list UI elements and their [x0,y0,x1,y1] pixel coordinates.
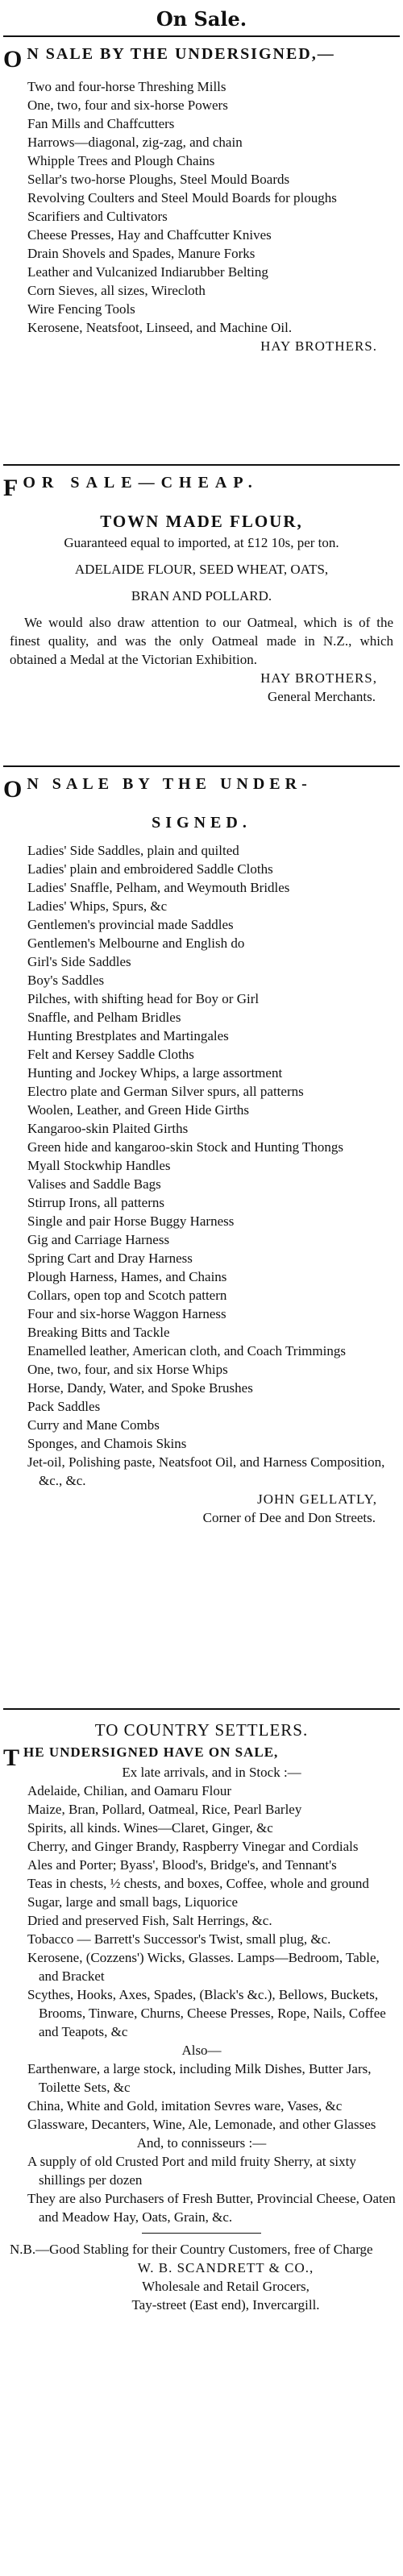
list-item: Pilches, with shifting head for Boy or Girl [27,991,260,1006]
ad-signature: HAY BROTHERS, [260,670,377,686]
list-item: Sugar, large and small bags, Liquorice [27,1894,239,1910]
list-item: China, White and Gold, imitation Sevres ware, Vases, &c [27,2098,343,2113]
list-item: Single and pair Horse Buggy Harness [27,1213,235,1229]
list-item: Teas in chests, ½ chests, and boxes, Coffee, whole and ground [27,1876,369,1891]
ad-signature-title: Wholesale and Retail Grocers, [142,2279,310,2294]
list-item: One, two, four and six-horse Powers [27,97,228,113]
headline-text: N SALE BY THE UNDERSIGNED,— [27,45,335,63]
list-item: Ladies' Whips, Spurs, &c [27,898,168,914]
list-item: Spirits, all kinds. Wines—Claret, Ginger, &c [27,1820,273,1836]
list-item: Spring Cart and Dray Harness [27,1251,193,1266]
drop-cap: O [3,46,24,73]
products-line: BRAN AND POLLARD. [131,588,272,604]
list-item: Harrows—diagonal, zig-zag, and chain [27,135,243,150]
list-item: Stirrup Irons, all patterns [27,1195,164,1210]
page-header: On Sale. [156,7,247,31]
list-item: Hunting Brestplates and Martingales [27,1028,229,1043]
ad-signature: JOHN GELLATLY, [257,1491,377,1507]
ad-signature-title: General Merchants. [267,689,376,704]
list-item: They are also Purchasers of Fresh Butter, Provincial Cheese, Oaten and Meadow Hay, Oats, Grain, &c. [27,2191,396,2225]
ad-signature-address: Tay-street (East end), Invercargill. [131,2297,320,2313]
ad-hay-brothers-flour [3,466,400,765]
list-item: Kerosene, Neatsfoot, Linseed, and Machine Oil. [27,320,293,335]
list-item: Revolving Coulters and Steel Mould Boards for ploughs [27,190,337,205]
list-item: Kangaroo-skin Plaited Girths [27,1121,189,1136]
list-item: Plough Harness, Hames, and Chains [27,1269,227,1284]
list-item: Sponges, and Chamois Skins [27,1436,187,1451]
list-item: Maize, Bran, Pollard, Oatmeal, Rice, Pearl Barley [27,1802,302,1817]
drop-cap: O [3,776,24,803]
headline-text: OR SALE—CHEAP. [23,474,259,492]
list-item: Whipple Trees and Plough Chains [27,153,215,168]
list-item: Jet-oil, Polishing paste, Neatsfoot Oil, and Harness Composition, &c., &c. [27,1454,385,1488]
also-heading: Also— [181,2043,222,2058]
subline: Ex late arrivals, and in Stock :— [122,1765,301,1780]
list-item: Enamelled leather, American cloth, and Coach Trimmings [27,1343,346,1359]
list-item: Hunting and Jockey Whips, a large assortment [27,1065,283,1081]
ad-headline [3,774,400,803]
oatmeal-paragraph: We would also draw attention to our Oatmeal, which is of the finest quality, and was the only Oatmeal made in N.Z., which obtained a Medal at the Victorian Exhibition. [10,615,393,667]
list-item: Gentlemen's Melbourne and English do [27,935,245,951]
list-item: Ladies' Snaffle, Pelham, and Weymouth Bridles [27,880,290,895]
drop-cap: T [3,1744,21,1771]
stabling-note: N.B.—Good Stabling for their Country Customers, free of Charge [10,2242,373,2257]
list-item: Horse, Dandy, Water, and Spoke Brushes [27,1380,253,1396]
list-item: Valises and Saddle Bags [27,1176,161,1192]
list-item: Gentlemen's provincial made Saddles [27,917,234,932]
list-item: Snaffle, and Pelham Bridles [27,1010,181,1025]
list-item: Drain Shovels and Spades, Manure Forks [27,246,256,261]
ad-title: TO COUNTRY SETTLERS. [94,1720,309,1740]
item-list-2 [3,2060,400,2134]
list-item: Leather and Vulcanized Indiarubber Belting [27,264,268,280]
list-item: Cheese Presses, Hay and Chaffcutter Knives [27,227,272,243]
list-item: Myall Stockwhip Handles [27,1158,171,1173]
ad-headline [3,44,400,73]
ad-hay-brothers-implements [3,37,400,464]
list-item: Four and six-horse Waggon Harness [27,1306,226,1321]
list-item: Green hide and kangaroo-skin Stock and Hunting Thongs [27,1139,344,1155]
item-list [3,1782,400,2041]
list-item: Ales and Porter; Byass', Blood's, Bridge's, and Tennant's [27,1857,337,1873]
price-line: Guaranteed equal to imported, at £12 10s, per ton. [64,535,339,550]
list-item: Boy's Saddles [27,973,105,988]
list-item: Gig and Carriage Harness [27,1232,170,1247]
list-item: Corn Sieves, all sizes, Wirecloth [27,283,206,298]
list-item: Scarifiers and Cultivators [27,209,168,224]
list-item: A supply of old Crusted Port and mild fruity Sherry, at sixty shillings per dozen [27,2154,356,2188]
divider [142,2233,261,2234]
list-item: Electro plate and German Silver spurs, all patterns [27,1084,304,1099]
list-item: One, two, four, and six Horse Whips [27,1362,228,1377]
list-item: Breaking Bitts and Tackle [27,1325,170,1340]
list-item: Curry and Mane Combs [27,1417,160,1433]
list-item: Ladies' Side Saddles, plain and quilted [27,843,239,858]
list-item: Kerosene, (Cozzens') Wicks, Glasses. Lamps—Bedroom, Table, and Bracket [27,1950,380,1984]
list-item: Two and four-horse Threshing Mills [27,79,226,94]
ad-headline [3,1742,400,1771]
list-item: Girl's Side Saddles [27,954,131,969]
list-item: Adelaide, Chilian, and Oamaru Flour [27,1783,232,1798]
list-item: Cherry, and Ginger Brandy, Raspberry Vinegar and Cordials [27,1839,359,1854]
list-item: Sellar's two-horse Ploughs, Steel Mould Boards [27,172,290,187]
list-item: Scythes, Hooks, Axes, Spades, (Black's &c.), Bellows, Buckets, Brooms, Tinware, Churns, Cheese Presses, Rope, Nails, Coffee and Teapots, &c [27,1987,386,2039]
drop-cap: F [3,475,20,501]
connoisseurs-heading: And, to connisseurs :— [136,2135,267,2151]
list-item: Wire Fencing Tools [27,301,135,317]
list-item: Tobacco — Barrett's Successor's Twist, small plug, &c. [27,1931,331,1947]
subhead: TOWN MADE FLOUR, [100,512,303,531]
list-item: Earthenware, a large stock, including Milk Dishes, Butter Jars, Toilette Sets, &c [27,2061,372,2095]
list-item: Fan Mills and Chaffcutters [27,116,175,131]
item-list [3,77,400,337]
list-item: Ladies' plain and embroidered Saddle Cloths [27,861,273,877]
ad-john-gellatly-saddlery [3,767,400,1708]
list-item: Felt and Kersey Saddle Cloths [27,1047,194,1062]
ad-signature: HAY BROTHERS. [260,338,377,354]
list-item: Glassware, Decanters, Wine, Ale, Lemonade, and other Glasses [27,2117,376,2132]
headline-text: HE UNDERSIGNED HAVE ON SALE, [23,1744,279,1760]
item-list [3,841,400,1490]
ad-signature-address: Corner of Dee and Don Streets. [202,1510,376,1525]
ad-signature: W. B. SCANDRETT & CO., [137,2260,314,2275]
products-line: ADELAIDE FLOUR, SEED WHEAT, OATS, [74,562,329,577]
list-item: Collars, open top and Scotch pattern [27,1288,227,1303]
list-item: Dried and preserved Fish, Salt Herrings, &c. [27,1913,272,1928]
list-item: Pack Saddles [27,1399,101,1414]
headline-text: N SALE BY THE UNDER- [27,775,312,793]
list-item: Woolen, Leather, and Green Hide Girths [27,1102,250,1118]
ad-headline [3,472,400,501]
headline-text-2: SIGNED. [152,814,251,832]
ad-scandrett-grocers [3,1710,400,2564]
